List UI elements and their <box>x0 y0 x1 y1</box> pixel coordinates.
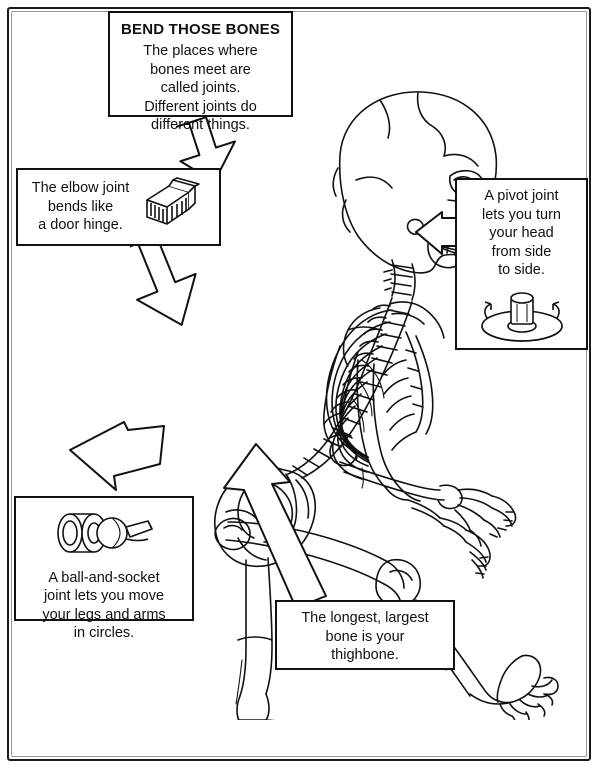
callout-pivot-line-1: A pivot joint <box>484 188 559 204</box>
callout-elbow-joint <box>16 168 221 246</box>
pivot-joint-icon <box>465 282 578 354</box>
door-hinge-icon <box>139 176 211 240</box>
callout-title-line-4: Different joints do <box>144 98 257 115</box>
callout-title-line-5: different things. <box>151 117 250 134</box>
callout-title-line-1: The places where <box>143 43 258 60</box>
callout-ball-line-2: joint lets you move <box>43 588 165 605</box>
callout-pivot-joint <box>455 178 588 350</box>
callout-elbow-line-2: bends like <box>47 198 114 215</box>
ball-and-socket-icon <box>24 507 184 565</box>
callout-thigh-line-1: The longest, largest <box>301 610 429 626</box>
callout-ball-line-3: your legs and arms <box>42 606 166 623</box>
callout-ball-line-4: in circles. <box>73 625 135 642</box>
callout-thighbone <box>275 600 455 670</box>
callout-pivot-line-4: from side <box>491 243 552 260</box>
pointer-arrow-ball <box>68 420 176 508</box>
callout-pivot-line-3: your head <box>489 225 554 242</box>
callout-pivot-line-2: lets you turn <box>482 206 561 223</box>
callout-elbow-line-3: a door hinge. <box>38 217 123 234</box>
callout-ball-line-1: A ball-and-socket <box>48 569 160 586</box>
callout-elbow-line-1: The elbow joint <box>31 180 130 197</box>
callout-title-heading: BEND THOSE BONES <box>120 21 281 38</box>
callout-title-line-3: called joints. <box>160 80 241 97</box>
callout-ball-and-socket-joint <box>14 496 194 642</box>
callout-bend-those-bones <box>108 11 293 134</box>
callout-title-line-2: bones meet are <box>150 61 251 78</box>
callout-thigh-line-3: thighbone. <box>331 647 399 664</box>
callout-pivot-line-5: to side. <box>498 262 545 279</box>
callout-thigh-line-2: bone is your <box>325 628 405 645</box>
pointer-arrow-thigh <box>218 440 348 618</box>
